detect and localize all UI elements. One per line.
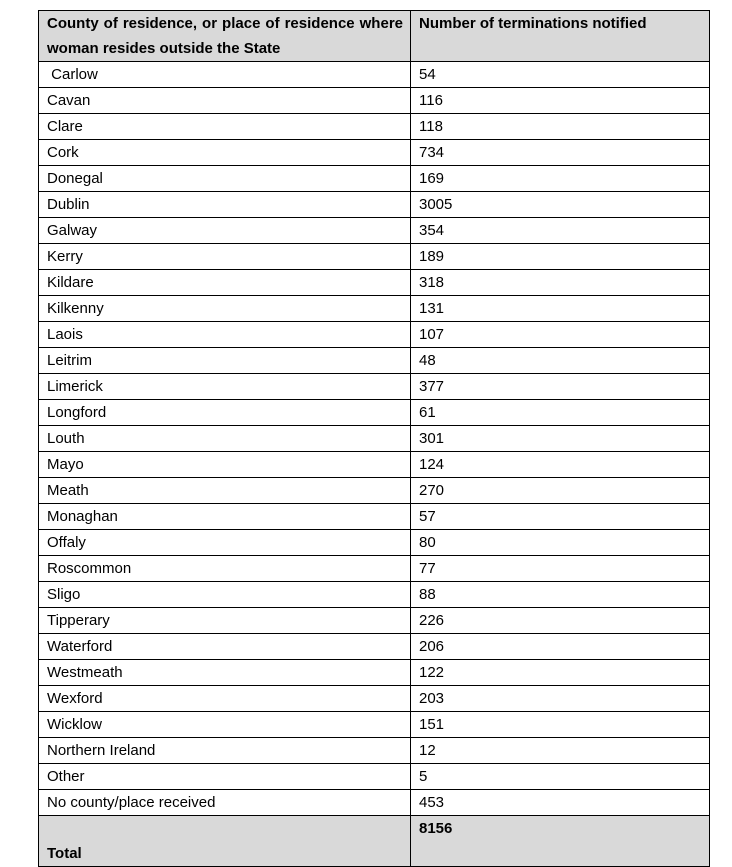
table-row bbox=[39, 348, 710, 374]
county-cell: Monaghan bbox=[39, 504, 411, 530]
county-cell: Northern Ireland bbox=[39, 738, 411, 764]
table-row bbox=[39, 608, 710, 634]
table-row bbox=[39, 296, 710, 322]
county-cell: Longford bbox=[39, 400, 411, 426]
county-cell: Kildare bbox=[39, 270, 411, 296]
county-cell: Wexford bbox=[39, 686, 411, 712]
table-row bbox=[39, 764, 710, 790]
count-cell: 226 bbox=[411, 608, 710, 634]
count-cell: 189 bbox=[411, 244, 710, 270]
table-row bbox=[39, 504, 710, 530]
count-cell: 453 bbox=[411, 790, 710, 816]
county-cell: Roscommon bbox=[39, 556, 411, 582]
count-cell: 80 bbox=[411, 530, 710, 556]
table-row bbox=[39, 530, 710, 556]
county-cell: Laois bbox=[39, 322, 411, 348]
count-cell: 354 bbox=[411, 218, 710, 244]
count-cell: 118 bbox=[411, 114, 710, 140]
count-cell: 3005 bbox=[411, 192, 710, 218]
count-cell: 107 bbox=[411, 322, 710, 348]
column-header-county: County of residence, or place of residence where woman resides outside the State bbox=[39, 11, 411, 62]
county-cell: Kilkenny bbox=[39, 296, 411, 322]
count-cell: 77 bbox=[411, 556, 710, 582]
table-row bbox=[39, 218, 710, 244]
count-cell: 734 bbox=[411, 140, 710, 166]
county-cell: Tipperary bbox=[39, 608, 411, 634]
county-cell: Meath bbox=[39, 478, 411, 504]
county-cell: Westmeath bbox=[39, 660, 411, 686]
county-cell: Sligo bbox=[39, 582, 411, 608]
table-row bbox=[39, 478, 710, 504]
county-cell: Mayo bbox=[39, 452, 411, 478]
table-row bbox=[39, 634, 710, 660]
county-cell: Leitrim bbox=[39, 348, 411, 374]
table-row bbox=[39, 738, 710, 764]
table-row bbox=[39, 582, 710, 608]
table-row bbox=[39, 88, 710, 114]
table-row bbox=[39, 556, 710, 582]
county-cell: Kerry bbox=[39, 244, 411, 270]
table-row bbox=[39, 374, 710, 400]
count-cell: 206 bbox=[411, 634, 710, 660]
county-cell: Offaly bbox=[39, 530, 411, 556]
table-row bbox=[39, 192, 710, 218]
county-cell: Carlow bbox=[39, 62, 411, 88]
table-row bbox=[39, 62, 710, 88]
count-cell: 122 bbox=[411, 660, 710, 686]
table-row bbox=[39, 790, 710, 816]
count-cell: 270 bbox=[411, 478, 710, 504]
column-header-count: Number of terminations notified bbox=[411, 11, 710, 62]
count-cell: 54 bbox=[411, 62, 710, 88]
count-cell: 124 bbox=[411, 452, 710, 478]
county-cell: Other bbox=[39, 764, 411, 790]
table-row bbox=[39, 270, 710, 296]
table-row bbox=[39, 712, 710, 738]
table-row bbox=[39, 400, 710, 426]
count-cell: 61 bbox=[411, 400, 710, 426]
header-row bbox=[39, 11, 710, 62]
table-row bbox=[39, 114, 710, 140]
count-cell: 116 bbox=[411, 88, 710, 114]
count-cell: 88 bbox=[411, 582, 710, 608]
county-cell: Cork bbox=[39, 140, 411, 166]
county-cell: Donegal bbox=[39, 166, 411, 192]
count-cell: 151 bbox=[411, 712, 710, 738]
count-cell: 131 bbox=[411, 296, 710, 322]
count-cell: 48 bbox=[411, 348, 710, 374]
count-cell: 57 bbox=[411, 504, 710, 530]
county-cell: Galway bbox=[39, 218, 411, 244]
terminations-by-county-table bbox=[38, 10, 710, 867]
county-cell: Wicklow bbox=[39, 712, 411, 738]
total-label: Total bbox=[39, 816, 411, 867]
count-cell: 203 bbox=[411, 686, 710, 712]
county-cell: Limerick bbox=[39, 374, 411, 400]
table-row bbox=[39, 452, 710, 478]
table-row bbox=[39, 426, 710, 452]
table-row bbox=[39, 322, 710, 348]
total-value: 8156 bbox=[411, 816, 710, 867]
total-row bbox=[39, 816, 710, 867]
county-cell: Dublin bbox=[39, 192, 411, 218]
count-cell: 169 bbox=[411, 166, 710, 192]
table-row bbox=[39, 686, 710, 712]
count-cell: 5 bbox=[411, 764, 710, 790]
county-cell: Louth bbox=[39, 426, 411, 452]
county-cell: No county/place received bbox=[39, 790, 411, 816]
table-row bbox=[39, 660, 710, 686]
count-cell: 318 bbox=[411, 270, 710, 296]
table-row bbox=[39, 140, 710, 166]
county-cell: Clare bbox=[39, 114, 411, 140]
county-cell: Cavan bbox=[39, 88, 411, 114]
count-cell: 301 bbox=[411, 426, 710, 452]
table-row bbox=[39, 244, 710, 270]
table-row bbox=[39, 166, 710, 192]
county-cell: Waterford bbox=[39, 634, 411, 660]
count-cell: 12 bbox=[411, 738, 710, 764]
count-cell: 377 bbox=[411, 374, 710, 400]
